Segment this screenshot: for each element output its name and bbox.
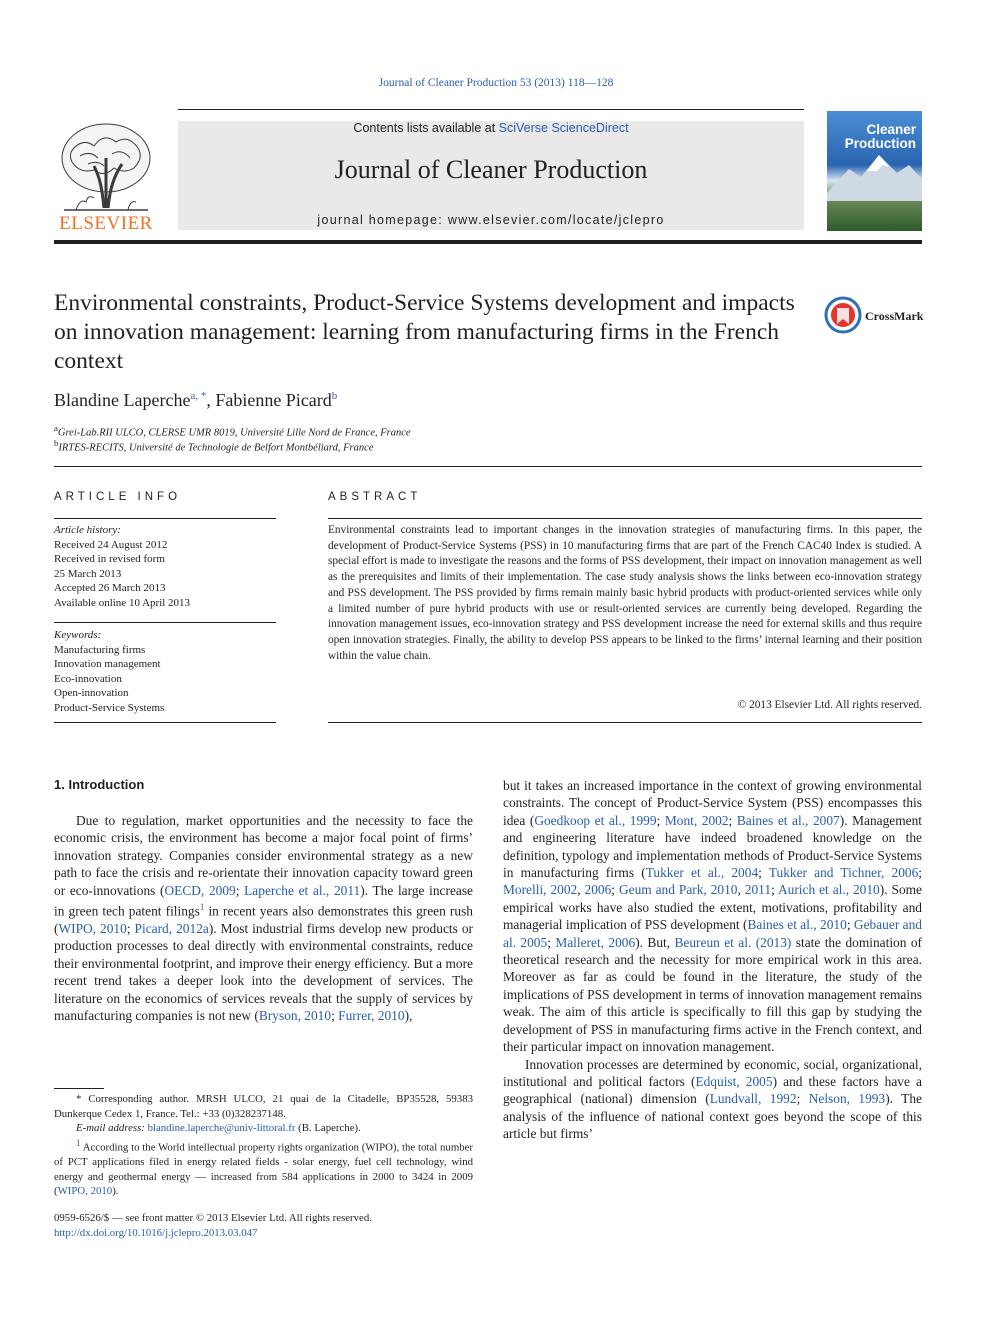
- citation-link[interactable]: Geum and Park, 2010: [618, 882, 738, 898]
- abstract-heading: ABSTRACT: [328, 491, 422, 503]
- citation-link[interactable]: Picard, 2012a: [134, 920, 209, 936]
- text-run: ;: [728, 812, 737, 828]
- author-name: Blandine Laperche: [54, 390, 191, 410]
- affiliation-marker: a: [54, 423, 58, 433]
- journal-title: Journal of Cleaner Production: [334, 155, 648, 184]
- sciencedirect-link[interactable]: SciVerse ScienceDirect: [498, 121, 629, 135]
- text-run: * Corresponding author. MRSH ULCO, 21 quai de la Citadelle, BP35528, 59383 Dunkerque Cedex 1, France. Tel.: +33 (0)328237148.: [54, 1093, 473, 1120]
- author-list: [54, 390, 337, 411]
- text-run: state the domination of theoretical research and the necessity for more empirical work in this area. Moreover as far as could be found in the literature, the study of the implications of PSS development in terms of innovation management remains weak. The aim of this article is specifically to fill this gap by studying the development of PSS in manufacturing firms active in the French context, and their particular impact on innovation management.: [503, 934, 922, 1055]
- citation-link[interactable]: WIPO, 2010: [58, 920, 127, 936]
- abstract-bottom-rule: [328, 722, 922, 723]
- section-heading-introduction: 1. Introduction: [54, 777, 145, 792]
- body-right-column: [503, 777, 922, 1143]
- citation-link[interactable]: blandine.laperche@univ-littoral.fr: [147, 1122, 296, 1135]
- affiliation-text: IRTES-RECITS, Université de Technologie de Belfort Montbéliard, France: [58, 442, 374, 454]
- header-rule-top: [178, 109, 804, 110]
- journal-homepage[interactable]: journal homepage: www.elsevier.com/locate/jclepro: [317, 213, 665, 227]
- text-run: E-mail address:: [76, 1122, 148, 1135]
- cover-title-line1: Cleaner: [866, 122, 916, 137]
- keyword-item: Product-Service Systems: [54, 701, 165, 714]
- citation-link[interactable]: Beureun et al. (2013): [674, 934, 792, 950]
- abstract-copyright: © 2013 Elsevier Ltd. All rights reserved.: [737, 699, 922, 711]
- keywords-block: [54, 628, 276, 715]
- footnote-1: [54, 1136, 473, 1199]
- journal-cover-image: [827, 111, 922, 231]
- text-run: ).: [112, 1185, 119, 1198]
- citation-link[interactable]: WIPO, 2010: [57, 1185, 113, 1198]
- text-run: ;: [758, 865, 769, 881]
- text-run: ). Management and engineering literature have indeed broadened knowledge on the definition, typology and implementation methods of Product-Service Systems in manufacturing firms (: [503, 812, 922, 881]
- text-run: ;: [918, 865, 923, 881]
- text-run: ). Most industrial firms develop new products or production processes to deal directly with environmental constraints, reduce their environmental footprint, and improve their energy efficiency. But a more recent trend takes a deeper look into the development of services. The literature on the economics of services reveals that the supply of services by manufacturing companies is not new (: [54, 920, 473, 1023]
- affiliation-text: Grei-Lab.RII ULCO, CLERSE UMR 8019, Université Lille Nord de France, France: [57, 427, 411, 439]
- text-run: but it takes an increased importance in the context of growing environmental constraints. The concept of Product-Service System (PSS) encompasses this idea (: [503, 778, 922, 828]
- issn-line: 0959-6526/$ — see front matter © 2013 Elsevier Ltd. All rights reserved.: [54, 1212, 372, 1224]
- citation-link[interactable]: Aurich et al., 2010: [777, 882, 880, 898]
- author-name: Fabienne Picard: [215, 390, 332, 410]
- text-run: ;: [126, 920, 135, 936]
- article-info-bottom-rule: [54, 722, 276, 723]
- text-run: ,: [577, 882, 585, 898]
- citation-link[interactable]: Nelson, 1993: [808, 1091, 886, 1107]
- citation-link[interactable]: Furrer, 2010: [338, 1007, 405, 1023]
- article-history: [54, 523, 276, 610]
- text-run: (B. Laperche).: [295, 1122, 361, 1135]
- citation-link[interactable]: Gebauer and al. 2005: [503, 917, 922, 950]
- history-item: Received in revised form: [54, 553, 165, 565]
- text-run: ,: [737, 882, 745, 898]
- citation-link[interactable]: Laperche et al., 2011: [244, 882, 361, 898]
- author-separator: ,: [206, 390, 216, 410]
- text-run: ). The analysis of the influence of national context goes beyond the scope of this article but firms’: [503, 1091, 922, 1142]
- text-run: Due to regulation, market opportunities and the necessity to face the economic crisis, the environment has become a major focal point of firms’ innovation strategy. Companies consider environmental strategy as a new path to face the crisis and re-orientate their innovation capacity toward green or eco-innovations (: [54, 813, 473, 898]
- contents-line: [178, 121, 804, 135]
- history-item: 25 March 2013: [54, 567, 122, 580]
- citation-link[interactable]: Malleret, 2006: [555, 934, 636, 950]
- text-run: Innovation processes are determined by economic, social, organizational, institutional and political factors (: [503, 1056, 922, 1089]
- text-run: ;: [547, 934, 556, 950]
- history-item: Received 24 August 2012: [54, 538, 168, 551]
- body-paragraph: [54, 812, 473, 1024]
- text-run: ;: [846, 917, 854, 933]
- article-info-heading: ARTICLE INFO: [54, 491, 182, 503]
- text-run: ). The large increase in green tech patent filings: [54, 882, 473, 919]
- body-paragraph: [503, 1056, 922, 1143]
- history-label: Article history:: [54, 524, 121, 536]
- footnotes: [54, 1092, 473, 1199]
- author-affiliation-marker[interactable]: b: [331, 390, 338, 402]
- citation-link[interactable]: Edquist, 2005: [695, 1073, 773, 1089]
- text-run: ;: [611, 882, 619, 898]
- email-note: [54, 1121, 473, 1136]
- crossmark-icon[interactable]: [824, 296, 862, 334]
- elsevier-wordmark: ELSEVIER: [59, 213, 153, 234]
- citation-link[interactable]: 2006: [584, 882, 612, 898]
- citation-link[interactable]: OECD, 2009: [164, 882, 236, 898]
- abstract-rule: [328, 518, 922, 519]
- footnote-marker[interactable]: 1: [199, 902, 205, 913]
- citation-link[interactable]: Tukker et al., 2004: [645, 865, 759, 881]
- keyword-item: Open-innovation: [54, 687, 129, 699]
- history-item: Accepted 26 March 2013: [54, 582, 166, 594]
- corresponding-author-note: [54, 1092, 473, 1121]
- affiliation-a: [54, 423, 411, 439]
- citation-link[interactable]: 2011: [744, 882, 772, 898]
- citation-link[interactable]: Goedkoop et al., 1999: [534, 812, 657, 828]
- affiliation-b: [54, 438, 373, 454]
- journal-reference[interactable]: Journal of Cleaner Production 53 (2013) 118—128: [378, 77, 614, 89]
- keywords-label: Keywords:: [54, 629, 102, 641]
- abstract-text: Environmental constraints lead to important changes in the innovation strategies of manufacturing firms. In this paper, the development of Product-Service Systems (PSS) in 10 manufacturing firms that are part of the French CAC40 Index is studied. A special effort is made to investigate the reasons and the forms of PSS development, their impact on innovation management as well as the prerequisites and limits of their implementation. The case study analysis shows the links between eco-innovation strategy and PSS development. The PSS provided by firms remain mainly basic hybrid products with product-oriented services while only a limited number of pure hybrid products with use or result-oriented services are currently being developed. Regarding the innovation management issues, eco-innovation strategy and PSS development increase the need for external skills and thus require open innovation strategies. Finally, the ability to develop PSS appears to be linked to the firms’ internal learning and their position within the value chain.: [328, 524, 922, 662]
- article-title: Environmental constraints, Product-Service Systems development and impacts on innovation management: learning from manufacturing firms in the French context: [54, 290, 795, 374]
- crossmark-label[interactable]: CrossMark: [865, 309, 924, 323]
- keywords-rule: [54, 622, 276, 623]
- citation-link[interactable]: Baines et al., 2007: [736, 812, 840, 828]
- citation-link[interactable]: Lundvall, 1992: [709, 1091, 797, 1107]
- text-run: ;: [235, 882, 245, 898]
- cover-title-line2: Production: [844, 136, 916, 151]
- title-block-rule: [54, 466, 922, 467]
- text-run: ). Some empirical works have also studied the extent, motivations, profitability and managerial implication of PSS development (: [503, 882, 923, 933]
- citation-link[interactable]: Bryson, 2010: [258, 1007, 332, 1023]
- article-info-rule: [54, 518, 276, 519]
- text-run: ). But,: [635, 934, 675, 950]
- front-matter-info: [54, 1211, 372, 1241]
- text-run: ;: [656, 812, 665, 828]
- citation-link[interactable]: Baines et al., 2010: [747, 917, 847, 933]
- header-rule-bottom: [54, 240, 922, 244]
- body-paragraph: [503, 777, 922, 1056]
- footnote-marker[interactable]: 1: [76, 1137, 81, 1148]
- citation-link[interactable]: Mont, 2002: [664, 812, 729, 828]
- affiliation-marker: b: [54, 438, 59, 448]
- text-run: ;: [796, 1091, 809, 1107]
- history-item: Available online 10 April 2013: [54, 596, 191, 609]
- footnote-rule: [54, 1088, 104, 1089]
- contents-prefix: Contents lists available at: [353, 121, 499, 135]
- keyword-item: Eco-innovation: [54, 672, 122, 685]
- text-run: ) and these factors have a geographical (national) dimension (: [503, 1073, 922, 1107]
- cover-mountain-icon: [827, 151, 922, 201]
- author-affiliation-marker[interactable]: a, *: [190, 390, 207, 402]
- text-run: in recent years also demonstrates this green rush (: [54, 903, 473, 936]
- text-run: According to the World intellectual property rights organization (WIPO), the total number of PCT applications filed in energy related fields - solar energy, fuel cell technology, wind energy and geothermal energy — increased from 584 applications in 2000 to 3424 in 2009 (: [54, 1141, 473, 1198]
- keyword-item: Innovation management: [54, 658, 161, 670]
- keyword-item: Manufacturing firms: [54, 643, 146, 656]
- doi-link[interactable]: http://dx.doi.org/10.1016/j.jclepro.2013.03.047: [54, 1227, 258, 1239]
- body-left-column: [54, 812, 473, 1024]
- text-run: ;: [771, 882, 778, 898]
- text-run: ),: [404, 1007, 413, 1023]
- citation-link[interactable]: Morelli, 2002: [503, 882, 578, 898]
- citation-link[interactable]: Tukker and Tichner, 2006: [768, 865, 919, 881]
- text-run: ;: [331, 1007, 339, 1023]
